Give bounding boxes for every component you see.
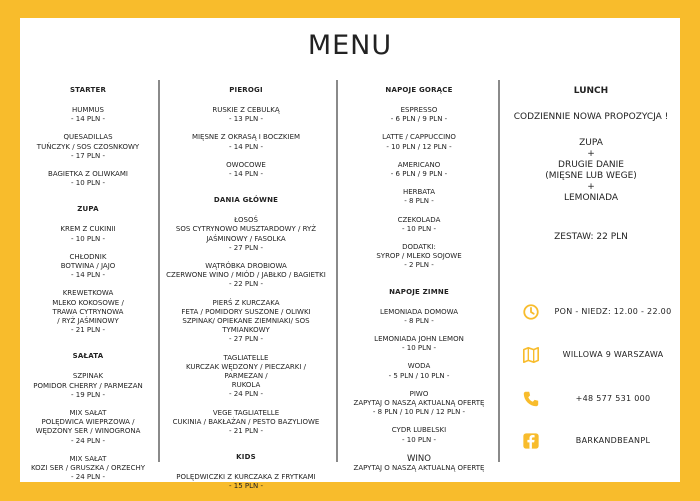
menu-item-name: PIWO ZAPYTAJ O NASZĄ AKTUALNĄ OFERTĘ bbox=[353, 389, 485, 408]
column-divider bbox=[158, 80, 160, 462]
menu-item bbox=[28, 253, 148, 281]
lunch-panel bbox=[506, 84, 676, 242]
menu-item-price: - 8 PLN / 10 PLN / 12 PLN - bbox=[372, 408, 466, 417]
menu-item bbox=[344, 308, 494, 326]
lunch-line: LEMONIADA bbox=[563, 193, 619, 203]
menu-item-price: - 6 PLN / 9 PLN - bbox=[390, 115, 448, 124]
phone-number[interactable]: +48 577 531 000 bbox=[575, 394, 651, 403]
menu-item-name: KREWETKOWA MLEKO KOKOSOWE / TRAWA CYTRYNOWA / RYŻ JAŚMINOWY bbox=[52, 289, 124, 326]
menu-item bbox=[28, 225, 148, 243]
menu-item-name: HUMMUS bbox=[71, 106, 105, 114]
menu-item-price: - 14 PLN - bbox=[229, 170, 263, 179]
menu-item bbox=[166, 216, 326, 253]
menu-item-price: - 24 PLN - bbox=[229, 390, 263, 399]
menu-item bbox=[344, 161, 494, 179]
menu-item bbox=[166, 409, 326, 437]
menu-item-name: POLĘDWICZKI Z KURCZAKA Z FRYTKAMI bbox=[176, 473, 316, 482]
menu-item-name: TAGLIATELLE KURCZAK WĘDZONY / PIECZARKI / PARMEZAN / RUKOLA bbox=[186, 353, 306, 390]
menu-item-name: MIĘSNE Z OKRASĄ I BOCZKIEM bbox=[191, 133, 301, 142]
menu-item bbox=[166, 354, 326, 400]
menu-item bbox=[344, 216, 494, 234]
section-heading: KIDS bbox=[236, 453, 256, 462]
menu-item bbox=[28, 289, 148, 335]
menu-item-name: CYDR LUBELSKI bbox=[391, 426, 447, 435]
menu-item bbox=[344, 106, 494, 124]
menu-item-name: PIERŚ Z KURCZAKA FETA / POMIDORY SUSZONE / OLIWKI SZPINAK/ OPIEKANE ZIEMNIAKI/ SOS TYMIANKOWY bbox=[181, 298, 311, 335]
menu-item bbox=[344, 426, 494, 444]
lunch-line: (MIĘSNE LUB WEGE) bbox=[545, 171, 637, 181]
menu-item-price: - 14 PLN - bbox=[71, 271, 105, 280]
menu-item bbox=[344, 188, 494, 206]
column-divider bbox=[336, 80, 338, 462]
menu-item-price: - 24 PLN - bbox=[71, 436, 105, 445]
menu-item-name: LEMONIADA JOHN LEMON bbox=[374, 335, 464, 344]
menu-item-name: WĄTRÓBKA DROBIOWA CZERWONE WINO / MIÓD / JABŁKO / BAGIETKI bbox=[166, 262, 326, 280]
menu-item-name: LATTE / CAPPUCCINO bbox=[382, 133, 456, 142]
menu-item bbox=[166, 106, 326, 124]
menu-item-name: WODA bbox=[407, 362, 431, 371]
menu-item-price: - 10 PLN - bbox=[402, 344, 436, 353]
menu-column-drinks bbox=[344, 84, 494, 482]
section-gap bbox=[28, 197, 148, 203]
menu-item-name: KREM Z CUKINII bbox=[60, 225, 116, 234]
menu-item bbox=[344, 390, 494, 418]
menu-item-name: MIX SAŁAT KOZI SER / GRUSZKA / ORZECHY bbox=[30, 454, 146, 473]
menu-item-price: - 8 PLN - bbox=[404, 197, 434, 206]
facebook-row bbox=[518, 432, 678, 452]
section-heading: NAPOJE GORĄCE bbox=[385, 86, 453, 94]
menu-item-price: - 5 PLN / 10 PLN - bbox=[388, 371, 450, 380]
menu-item bbox=[344, 362, 494, 380]
menu-item bbox=[28, 106, 148, 124]
menu-item-price: - 10 PLN - bbox=[71, 179, 105, 188]
menu-item-price: - 10 PLN / 12 PLN - bbox=[386, 142, 452, 151]
menu-item bbox=[166, 161, 326, 179]
menu-item-price: - 10 PLN - bbox=[402, 435, 436, 444]
section-heading: PIEROGI bbox=[229, 86, 263, 94]
menu-item-price: - 24 PLN - bbox=[71, 473, 105, 482]
menu-item-price: - 21 PLN - bbox=[229, 427, 263, 436]
section-heading: STARTER bbox=[69, 86, 107, 94]
menu-item-price: - 21 PLN - bbox=[71, 326, 105, 335]
menu-item-price: - 14 PLN - bbox=[71, 115, 105, 124]
menu-item bbox=[28, 372, 148, 400]
section-heading: ZUPA bbox=[77, 205, 99, 214]
menu-item bbox=[166, 133, 326, 151]
menu-item-name: LEMONIADA DOMOWA bbox=[379, 307, 459, 316]
menu-item-name: MIX SAŁAT POLĘDWICA WIEPRZOWA / WĘDZONY SER / WINOGRONA bbox=[35, 409, 141, 436]
lunch-combo bbox=[506, 138, 676, 204]
menu-item-price: - 13 PLN - bbox=[229, 115, 263, 124]
menu-item bbox=[166, 473, 326, 491]
menu-item-price: - 15 PLN - bbox=[229, 482, 263, 491]
menu-column-food-1 bbox=[28, 84, 148, 491]
phone-row bbox=[518, 390, 678, 410]
menu-item-price: ZAPYTAJ O NASZĄ AKTUALNĄ OFERTĘ bbox=[353, 463, 485, 472]
section-heading: DANIA GŁÓWNE bbox=[213, 196, 279, 205]
menu-item bbox=[344, 454, 494, 473]
menu-item-price: - 10 PLN - bbox=[71, 234, 105, 243]
menu-item bbox=[28, 133, 148, 161]
menu-item-name: ESPRESSO bbox=[400, 106, 438, 114]
menu-column-food-2 bbox=[166, 84, 326, 501]
section-gap bbox=[166, 188, 326, 194]
menu-item bbox=[28, 170, 148, 188]
hours-row bbox=[518, 303, 678, 323]
section-gap bbox=[28, 344, 148, 350]
menu-item-name: VEGE TAGLIATELLE CUKINIA / BAKŁAŻAN / PESTO BAZYLIOWE bbox=[172, 408, 320, 426]
menu-item-name: HERBATA bbox=[402, 188, 436, 197]
menu-item-price: - 27 PLN - bbox=[229, 243, 263, 252]
menu-item-name: CHŁODNIK BOTWINA / JAJO bbox=[60, 252, 116, 271]
lunch-line: DRUGIE DANIE bbox=[558, 160, 624, 170]
lunch-heading: LUNCH bbox=[573, 86, 609, 96]
menu-item-name: WINO bbox=[407, 453, 431, 464]
lunch-plus: + bbox=[587, 149, 595, 159]
menu-item-price: - 22 PLN - bbox=[229, 280, 263, 289]
section-heading: NAPOJE ZIMNE bbox=[389, 287, 449, 296]
menu-item-price: - 6 PLN / 9 PLN - bbox=[390, 170, 448, 179]
menu-item bbox=[344, 133, 494, 151]
menu-item-name: QUESADILLAS TUŃCZYK / SOS CZOSNKOWY bbox=[36, 133, 140, 151]
address: WILLOWA 9 WARSZAWA bbox=[562, 350, 664, 359]
menu-item-price: - 10 PLN - bbox=[402, 224, 436, 233]
menu-item-price: - 27 PLN - bbox=[229, 335, 263, 344]
menu-item bbox=[28, 409, 148, 446]
lunch-subtitle: CODZIENNIE NOWA PROPOZYCJA ! bbox=[513, 112, 669, 122]
menu-item-name: CZEKOLADA bbox=[397, 215, 441, 224]
menu-item-price: - 8 PLN - bbox=[404, 316, 434, 325]
menu-item-price: - 2 PLN - bbox=[404, 261, 434, 270]
menu-item-name: DODATKI: SYROP / MLEKO SOJOWE bbox=[376, 243, 462, 261]
menu-item-name: ŁOSOŚ SOS CYTRYNOWO MUSZTARDOWY / RYŻ JAŚMINOWY / FASOLKA bbox=[175, 216, 317, 243]
lunch-line: ZUPA bbox=[579, 138, 603, 148]
phone-icon[interactable] bbox=[522, 390, 540, 408]
clock-icon bbox=[522, 303, 540, 321]
facebook-handle[interactable]: BARKANDBEANPL bbox=[575, 436, 651, 445]
menu-item-name: BAGIETKA Z OLIWKAMI bbox=[48, 170, 128, 179]
menu-item bbox=[344, 243, 494, 271]
section-gap bbox=[344, 280, 494, 286]
menu-item bbox=[166, 262, 326, 290]
menu-item bbox=[344, 335, 494, 353]
opening-hours: PON - NIEDZ: 12.00 - 22.00 bbox=[554, 307, 672, 316]
menu-card bbox=[20, 18, 680, 491]
menu-item bbox=[166, 299, 326, 345]
menu-item-name: SZPINAK POMIDOR CHERRY / PARMEZAN bbox=[33, 372, 143, 390]
column-divider bbox=[498, 80, 500, 462]
section-gap bbox=[166, 445, 326, 451]
section-heading: SAŁATA bbox=[72, 352, 104, 361]
lunch-plus: + bbox=[587, 182, 595, 192]
menu-item-name: RUSKIE Z CEBULKĄ bbox=[212, 106, 280, 114]
facebook-icon[interactable] bbox=[522, 432, 540, 450]
menu-item-name: OWOCOWE bbox=[226, 160, 266, 169]
address-row bbox=[518, 346, 678, 366]
menu-item-price: - 19 PLN - bbox=[71, 390, 105, 399]
lunch-price: ZESTAW: 22 PLN bbox=[554, 232, 628, 242]
menu-item-name: AMERICANO bbox=[397, 160, 441, 169]
menu-item-price: - 14 PLN - bbox=[229, 142, 263, 151]
menu-title: MENU bbox=[307, 30, 393, 61]
menu-item bbox=[28, 455, 148, 483]
menu-item-price: - 17 PLN - bbox=[71, 151, 105, 160]
map-icon bbox=[522, 346, 540, 364]
